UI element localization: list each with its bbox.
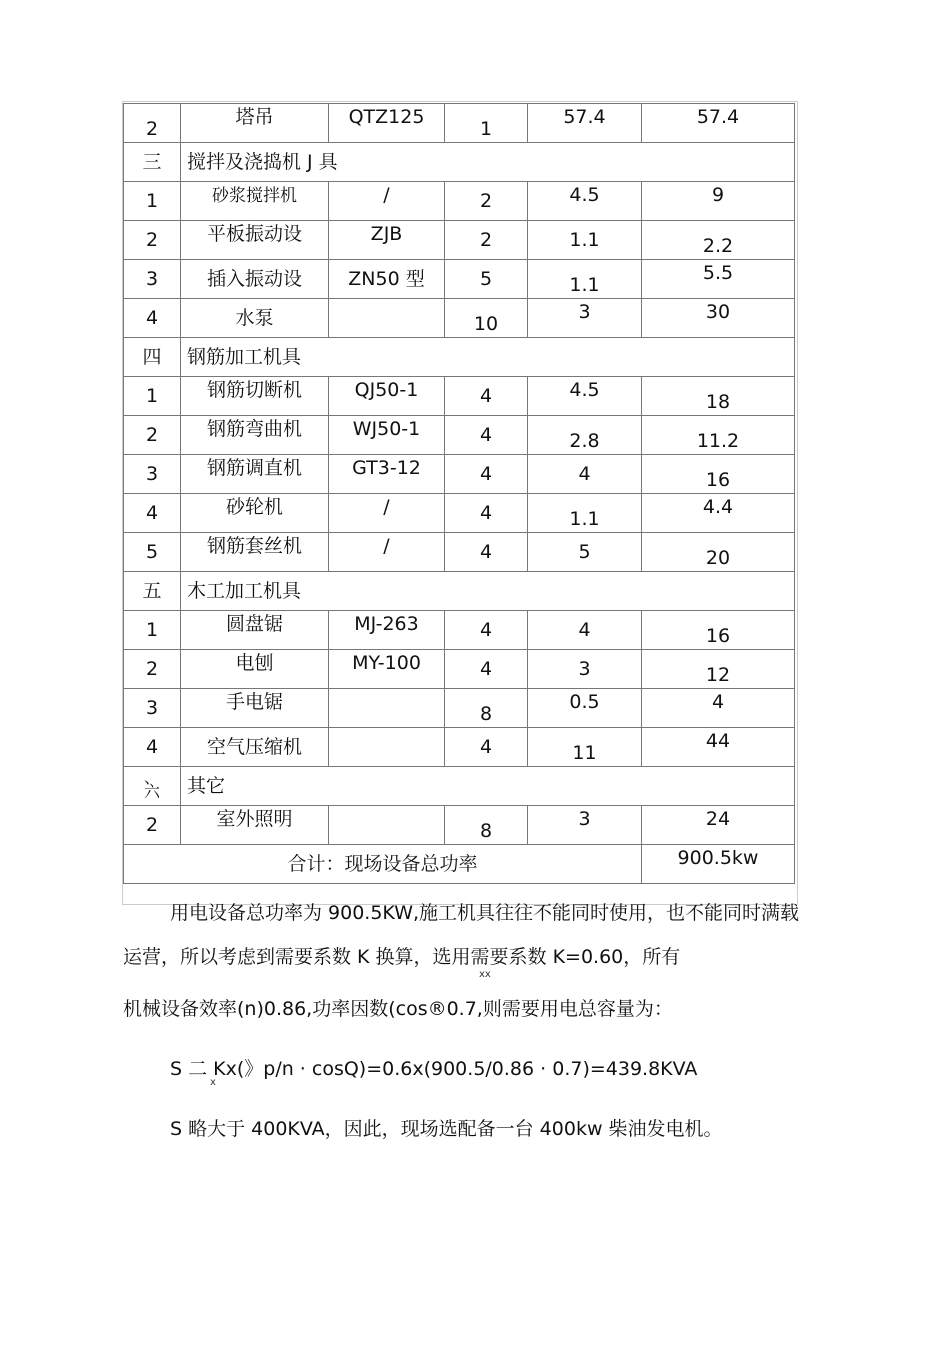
cell-total-cell — [642, 611, 795, 650]
cell-name: 钢筋套丝机 — [206, 534, 302, 557]
cell-power-cell — [528, 650, 642, 689]
cell-qty-cell — [445, 494, 528, 533]
cell-no-cell — [124, 221, 181, 260]
cell-power: 1.1 — [569, 273, 600, 296]
cell-no: 3 — [145, 462, 159, 485]
cell-power-cell — [528, 533, 642, 572]
table-row — [124, 221, 795, 260]
section-row — [124, 143, 795, 182]
cell-power: 4.5 — [569, 183, 600, 206]
cell-model: QJ50-1 — [354, 378, 419, 401]
cell-name-cell — [181, 299, 329, 338]
cell-total-cell — [642, 299, 795, 338]
cell-model: ZJB — [370, 222, 403, 245]
cell-no: 4 — [145, 735, 159, 758]
cell-total-cell — [642, 533, 795, 572]
cell-total-cell — [642, 650, 795, 689]
cell-qty-cell — [445, 728, 528, 767]
cell-qty-cell — [445, 416, 528, 455]
cell-no: 2 — [145, 813, 159, 836]
cell-model-cell — [329, 455, 445, 494]
cell-qty: 4 — [479, 540, 493, 563]
cell-model-cell — [329, 377, 445, 416]
cell-qty: 8 — [479, 702, 493, 725]
table-row — [124, 455, 795, 494]
cell-no-cell — [124, 611, 181, 650]
cell-power-cell — [528, 494, 642, 533]
cell-name: 钢筋弯曲机 — [206, 417, 302, 440]
cell-qty: 4 — [479, 657, 493, 680]
cell-name-cell — [181, 806, 329, 845]
cell-model: MJ-263 — [354, 612, 419, 635]
cell-total: 30 — [705, 300, 731, 323]
cell-power-cell — [528, 182, 642, 221]
cell-power: 3 — [578, 657, 591, 680]
cell-qty-cell — [445, 611, 528, 650]
cell-name: 平板振动设 — [206, 222, 302, 245]
cell-power-cell — [528, 806, 642, 845]
cell-power-cell — [528, 260, 642, 299]
section-title: 其它 — [187, 774, 226, 797]
section-title: 木工加工机具 — [187, 579, 302, 602]
cell-total-cell — [642, 494, 795, 533]
cell-total-cell — [642, 104, 795, 143]
cell-no: 2 — [145, 228, 159, 251]
cell-model: QTZ125 — [348, 105, 425, 128]
total-value-cell — [642, 845, 795, 884]
cell-model-cell — [329, 104, 445, 143]
cell-total-cell — [642, 689, 795, 728]
cell-name: 电刨 — [235, 651, 274, 674]
capacity-formula: S 二 Kx(》p/n · cosQ)=0.6x(900.5/0.86 · 0.7)=439.8KVA — [170, 1058, 698, 1080]
cell-name-cell — [181, 611, 329, 650]
cell-power: 57.4 — [563, 105, 606, 128]
subscript-x: x — [210, 1077, 216, 1088]
cell-no: 4 — [145, 501, 159, 524]
section-title-cell — [181, 338, 795, 377]
cell-power-cell — [528, 689, 642, 728]
cell-qty-cell — [445, 221, 528, 260]
section-title-cell — [181, 767, 795, 806]
table-row — [124, 728, 795, 767]
cell-no-cell — [124, 689, 181, 728]
cell-no-cell — [124, 416, 181, 455]
cell-name: 砂浆搅拌机 — [212, 185, 297, 206]
cell-name: 空气压缩机 — [206, 735, 302, 758]
cell-no-cell — [124, 377, 181, 416]
cell-name: 钢筋调直机 — [206, 456, 302, 479]
cell-power-cell — [528, 299, 642, 338]
table-row — [124, 104, 795, 143]
section-number-cell — [124, 338, 181, 377]
cell-qty-cell — [445, 377, 528, 416]
cell-power-cell — [528, 377, 642, 416]
cell-name: 插入振动设 — [206, 267, 302, 290]
cell-no: 4 — [145, 306, 159, 329]
cell-model: WJ50-1 — [352, 417, 421, 440]
cell-no: 2 — [145, 657, 159, 680]
cell-name: 水泵 — [235, 306, 274, 329]
cell-name: 室外照明 — [216, 807, 293, 830]
table-row — [124, 416, 795, 455]
cell-model-cell — [329, 221, 445, 260]
table-row — [124, 182, 795, 221]
section-number: 五 — [142, 579, 162, 602]
cell-total: 16 — [705, 468, 731, 491]
section-number: 、 六 — [143, 768, 160, 801]
table-row — [124, 806, 795, 845]
cell-qty: 4 — [479, 501, 493, 524]
cell-total: 4.4 — [702, 495, 734, 518]
cell-total-cell — [642, 728, 795, 767]
cell-model: GT3-12 — [352, 456, 421, 479]
table-row — [124, 377, 795, 416]
cell-name: 钢筋切断机 — [206, 378, 302, 401]
cell-no: 2 — [145, 117, 159, 140]
cell-power: 3 — [578, 300, 591, 323]
cell-name-cell — [181, 494, 329, 533]
cell-total: 5.5 — [702, 261, 734, 284]
section-number-cell — [124, 572, 181, 611]
table-row — [124, 299, 795, 338]
cell-qty-cell — [445, 533, 528, 572]
cell-total: 12 — [705, 663, 731, 686]
cell-total-cell — [642, 221, 795, 260]
cell-qty: 4 — [479, 735, 493, 758]
cell-no: 1 — [145, 384, 159, 407]
cell-no-cell — [124, 728, 181, 767]
paragraph-line-3: 机械设备效率(n)0.86,功率因数(cos®0.7,则需要用电总容量为： — [123, 998, 673, 1020]
cell-qty-cell — [445, 104, 528, 143]
cell-name: 手电锯 — [225, 690, 283, 713]
cell-name: 砂轮机 — [225, 495, 283, 518]
cell-model-cell — [329, 299, 445, 338]
cell-name: 圆盘锯 — [225, 612, 283, 635]
cell-qty: 4 — [479, 462, 493, 485]
total-row — [124, 845, 795, 884]
cell-total-cell — [642, 455, 795, 494]
cell-qty: 2 — [479, 189, 493, 212]
cell-model: / — [383, 183, 390, 206]
section-number-cell — [124, 143, 181, 182]
cell-qty-cell — [445, 299, 528, 338]
cell-no: 1 — [145, 618, 159, 641]
cell-no: 1 — [145, 189, 159, 212]
cell-qty: 10 — [473, 312, 499, 335]
section-row — [124, 572, 795, 611]
cell-name-cell — [181, 533, 329, 572]
section-row — [124, 338, 795, 377]
cell-name-cell — [181, 377, 329, 416]
cell-no-cell — [124, 806, 181, 845]
cell-power-cell — [528, 611, 642, 650]
cell-qty: 8 — [479, 819, 493, 842]
cell-no-cell — [124, 650, 181, 689]
cell-model-cell — [329, 611, 445, 650]
section-title: 搅拌及浇捣机 J 具 — [187, 150, 338, 173]
cell-qty-cell — [445, 182, 528, 221]
cell-total: 4 — [711, 690, 725, 713]
cell-name-cell — [181, 689, 329, 728]
cell-name-cell — [181, 182, 329, 221]
cell-name-cell — [181, 221, 329, 260]
section-title-cell — [181, 143, 795, 182]
cell-total: 24 — [705, 807, 731, 830]
cell-no-cell — [124, 533, 181, 572]
section-row — [124, 767, 795, 806]
cell-power-cell — [528, 416, 642, 455]
subscript-xx: xx — [479, 969, 491, 980]
cell-qty: 2 — [479, 228, 493, 251]
section-number: 三 — [142, 150, 162, 173]
cell-model: / — [383, 534, 390, 557]
cell-total: 20 — [705, 546, 731, 569]
cell-qty-cell — [445, 806, 528, 845]
cell-model: MY-100 — [352, 651, 421, 674]
cell-qty-cell — [445, 650, 528, 689]
cell-power: 2.8 — [569, 429, 600, 452]
cell-qty: 4 — [479, 423, 493, 446]
cell-no: 5 — [145, 540, 159, 563]
cell-power: 1.1 — [569, 507, 600, 530]
total-label: 合计：现场设备总功率 — [287, 852, 478, 875]
cell-qty-cell — [445, 455, 528, 494]
cell-model-cell — [329, 494, 445, 533]
cell-model-cell — [329, 728, 445, 767]
cell-model-cell — [329, 650, 445, 689]
cell-model-cell — [329, 416, 445, 455]
table-row — [124, 650, 795, 689]
cell-qty: 4 — [479, 618, 493, 641]
cell-name-cell — [181, 416, 329, 455]
cell-power-cell — [528, 104, 642, 143]
cell-total-cell — [642, 260, 795, 299]
cell-power: 11 — [572, 741, 597, 764]
cell-total-cell — [642, 377, 795, 416]
table-row — [124, 494, 795, 533]
cell-power-cell — [528, 728, 642, 767]
section-number: 四 — [142, 345, 162, 368]
cell-power: 5 — [578, 540, 591, 563]
cell-model-cell — [329, 689, 445, 728]
section-title: 钢筋加工机具 — [187, 345, 302, 368]
equipment-power-table — [123, 103, 795, 884]
cell-power-cell — [528, 455, 642, 494]
cell-name-cell — [181, 728, 329, 767]
total-label-cell — [124, 845, 642, 884]
cell-no-cell — [124, 455, 181, 494]
conclusion-text: S 略大于 400KVA，因此，现场选配备一台 400kw 柴油发电机。 — [170, 1118, 723, 1140]
cell-total: 11.2 — [696, 429, 740, 452]
cell-qty: 5 — [479, 267, 493, 290]
cell-power: 0.5 — [569, 690, 600, 713]
cell-name: 塔吊 — [235, 105, 274, 128]
cell-model-cell — [329, 260, 445, 299]
cell-name-cell — [181, 260, 329, 299]
cell-no: 3 — [145, 267, 159, 290]
cell-no: 2 — [145, 423, 159, 446]
cell-no-cell — [124, 104, 181, 143]
section-title-cell — [181, 572, 795, 611]
cell-qty: 1 — [479, 117, 493, 140]
cell-model-cell — [329, 182, 445, 221]
paragraph-line-1: 用电设备总功率为 900.5KW,施工机具往往不能同时使用，也不能同时满载 — [170, 902, 800, 924]
cell-total: 2.2 — [702, 234, 734, 257]
cell-model: ZN50 型 — [348, 267, 425, 290]
cell-total: 57.4 — [696, 105, 740, 128]
cell-total-cell — [642, 182, 795, 221]
table-row — [124, 260, 795, 299]
cell-model-cell — [329, 533, 445, 572]
section-number-cell — [124, 767, 181, 806]
cell-qty-cell — [445, 260, 528, 299]
cell-model-cell — [329, 806, 445, 845]
cell-power-cell — [528, 221, 642, 260]
cell-power: 4 — [578, 618, 591, 641]
cell-total: 9 — [711, 183, 725, 206]
cell-no-cell — [124, 260, 181, 299]
cell-power: 4.5 — [569, 378, 600, 401]
cell-no-cell — [124, 182, 181, 221]
cell-total-cell — [642, 806, 795, 845]
cell-no-cell — [124, 494, 181, 533]
cell-power: 4 — [578, 462, 591, 485]
cell-qty-cell — [445, 689, 528, 728]
cell-name-cell — [181, 455, 329, 494]
cell-name-cell — [181, 104, 329, 143]
cell-no: 3 — [145, 696, 159, 719]
cell-model: / — [383, 495, 390, 518]
cell-total: 16 — [705, 624, 731, 647]
paragraph-line-2: 运营，所以考虑到需要系数 K 换算，选用需要系数 K=0.60，所有 — [123, 946, 681, 968]
total-value: 900.5kw — [677, 846, 759, 869]
table-row — [124, 689, 795, 728]
cell-qty: 4 — [479, 384, 493, 407]
table-row — [124, 533, 795, 572]
cell-power: 1.1 — [569, 228, 600, 251]
cell-power: 3 — [578, 807, 591, 830]
cell-no-cell — [124, 299, 181, 338]
cell-name-cell — [181, 650, 329, 689]
table-row — [124, 611, 795, 650]
cell-total-cell — [642, 416, 795, 455]
cell-total: 44 — [705, 729, 731, 752]
cell-total: 18 — [705, 390, 731, 413]
